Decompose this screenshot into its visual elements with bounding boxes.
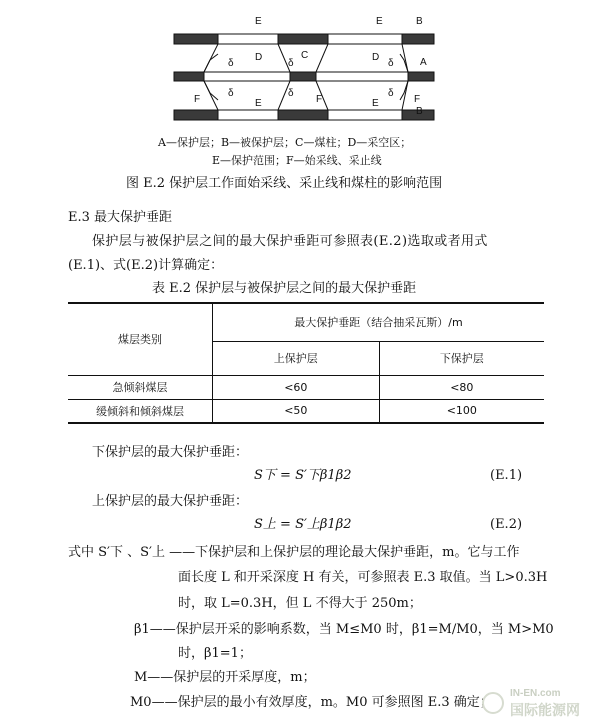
label-a: A <box>420 57 427 68</box>
formula-upper-equation: S上 = S′上β1β2 <box>254 517 352 532</box>
formula-lower-equation: S下 = S′下β1β2 <box>254 468 352 483</box>
table-head-upper: 上保护层 <box>213 341 380 375</box>
label-d-1: D <box>255 52 263 63</box>
label-delta-3: δ <box>388 58 394 69</box>
label-delta-6: δ <box>388 88 394 99</box>
table-cell-upper: <50 <box>213 399 380 423</box>
label-b-bot: B <box>416 106 423 117</box>
label-c: C <box>301 50 309 61</box>
label-f-mid: F <box>316 94 323 105</box>
label-f-left: F <box>194 94 201 105</box>
table-head-group: 最大保护垂距（结合抽采瓦斯）/m <box>213 303 545 341</box>
definition-line7: M0——保护层的最小有效厚度，m。M0 可参照图 E.3 确定； <box>130 695 493 710</box>
watermark-bottom-text: 国际能源网 <box>510 703 580 719</box>
intro-line1: 保护层与被保护层之间的最大保护垂距可参照表(E.2)选取或者用式 <box>92 234 488 249</box>
figure-legend-line2: E—保护范围；F—始采线、采止线 <box>212 154 382 167</box>
label-delta-1: δ <box>228 58 234 69</box>
label-b-top: B <box>416 16 423 27</box>
table-cell-category: 急倾斜煤层 <box>68 375 213 399</box>
table-head-category: 煤层类别 <box>68 303 213 375</box>
label-e-bot-1: E <box>255 98 262 109</box>
formula-lower-title: 下保护层的最大保护垂距： <box>92 445 249 460</box>
figure-legend-line1: A—保护层；B—被保护层；C—煤柱；D—采空区； <box>158 136 412 149</box>
watermark-logo <box>482 688 594 718</box>
max-protection-distance-table <box>68 302 544 424</box>
table-row <box>68 399 544 423</box>
table-cell-lower: <100 <box>379 399 544 423</box>
label-delta-4: δ <box>228 88 234 99</box>
definition-line3: 时，取 L=0.3H，但 L 不得大于 250m； <box>178 596 422 611</box>
definition-line2: 面长度 L 和开采深度 H 有关，可参照表 E.3 取值。当 L>0.3H <box>178 570 548 585</box>
label-e-top-2: E <box>376 16 383 27</box>
table-cell-upper: <60 <box>213 375 380 399</box>
section-heading: E.3 最大保护垂距 <box>68 210 173 225</box>
formula-lower-number: (E.1) <box>490 468 523 483</box>
watermark-circle-icon <box>482 692 504 714</box>
formula-upper-title: 上保护层的最大保护垂距： <box>92 494 249 509</box>
label-f-right: F <box>414 94 421 105</box>
label-e-bot-2: E <box>372 98 379 109</box>
label-d-2: D <box>372 52 380 63</box>
label-delta-2: δ <box>288 58 294 69</box>
definition-line5: 时，β1=1； <box>178 646 252 661</box>
watermark-top-text: IN-EN.com <box>510 688 561 699</box>
definition-line6: M——保护层的开采厚度，m； <box>134 670 316 685</box>
table-head-lower: 下保护层 <box>379 341 544 375</box>
figure-caption: 图 E.2 保护层工作面始采线、采止线和煤柱的影响范围 <box>126 176 443 191</box>
label-delta-5: δ <box>288 88 294 99</box>
formula-upper-number: (E.2) <box>490 517 523 532</box>
definition-line1: 式中 S′下 、S′上 ——下保护层和上保护层的理论最大保护垂距，m。它与工作 <box>68 545 520 560</box>
protection-range-diagram <box>160 10 450 130</box>
table-cell-category: 缓倾斜和倾斜煤层 <box>68 399 213 423</box>
table-cell-lower: <80 <box>379 375 544 399</box>
intro-line2: (E.1)、式(E.2)计算确定： <box>68 258 224 273</box>
table-caption: 表 E.2 保护层与被保护层之间的最大保护垂距 <box>152 281 417 296</box>
table-row <box>68 375 544 399</box>
label-e-top-1: E <box>255 16 262 27</box>
definition-line4: β1——保护层开采的影响系数，当 M≤M0 时，β1=M/M0，当 M>M0 <box>134 622 554 637</box>
